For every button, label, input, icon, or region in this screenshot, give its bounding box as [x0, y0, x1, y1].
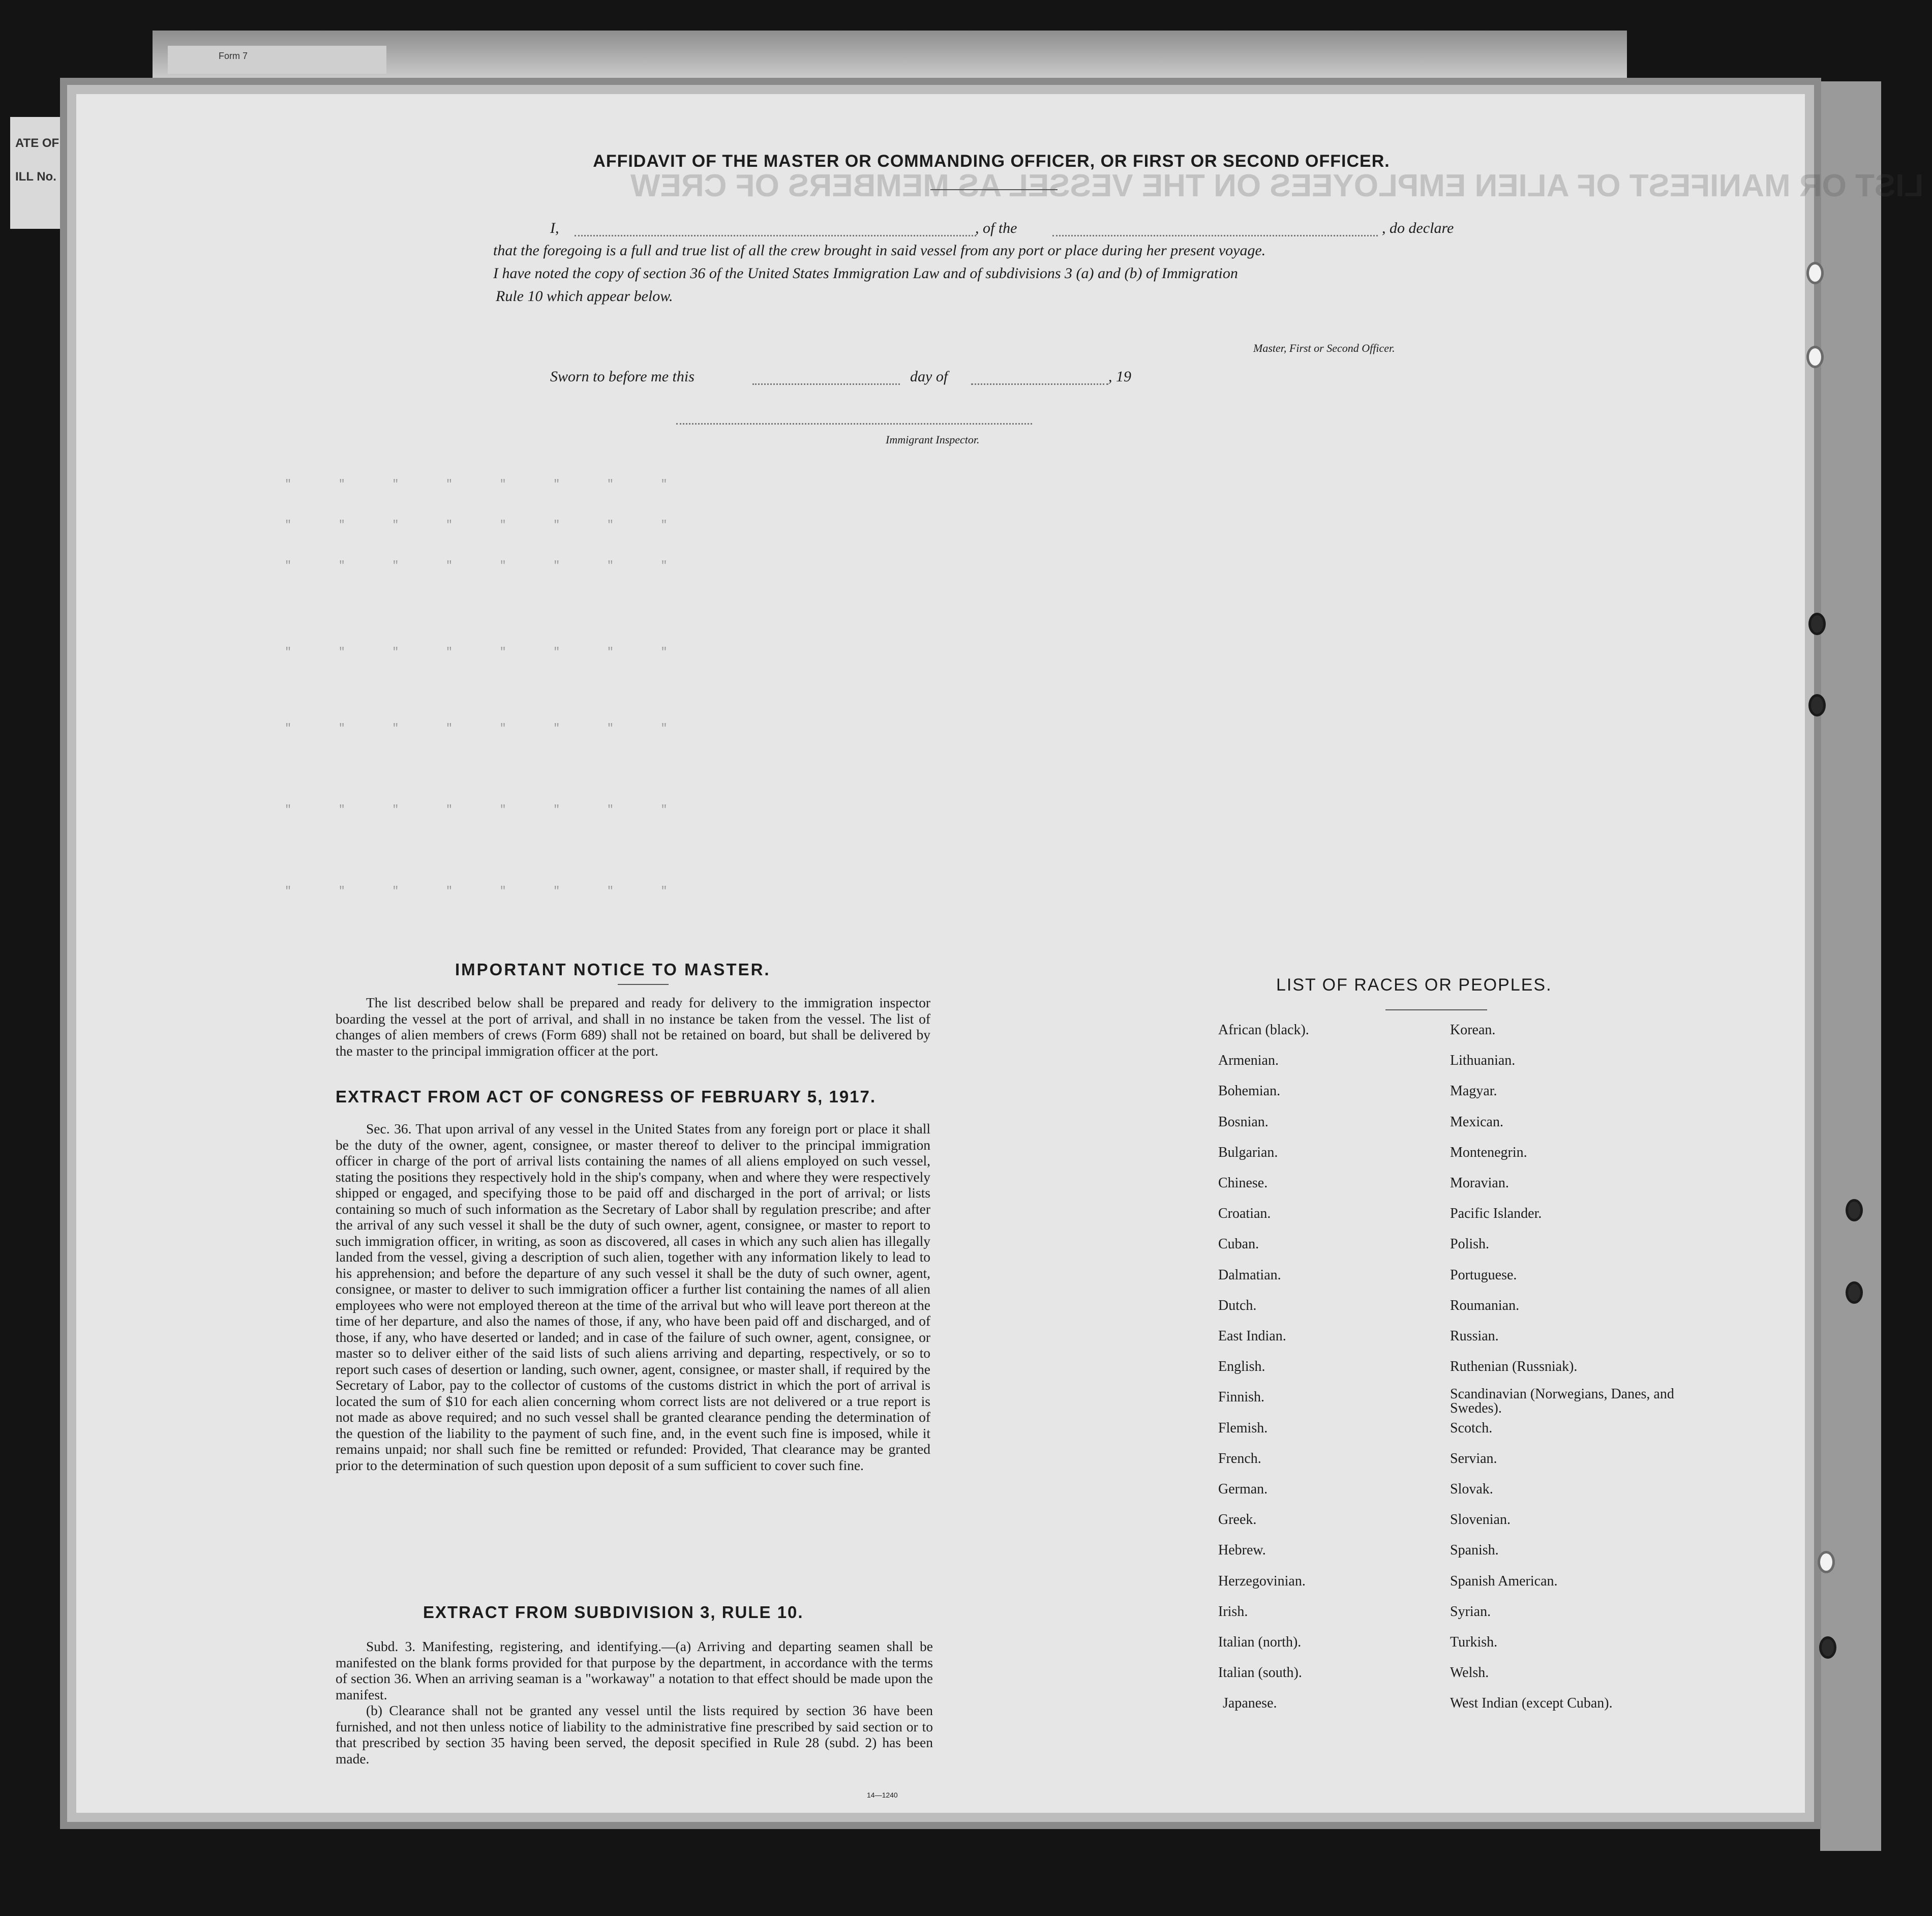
rule-paragraph-a: Subd. 3. Manifesting, registering, and identifying.—(a) Arriving and departing seamen shall be manifested on the blank forms provided for that purpose by the department, in accordance with the terms of section 36. When an arriving seaman is a "workaway" a notation to that effect should be made upon the manifest.: [336, 1638, 933, 1702]
bleed-through-column: " " " " " " " ": [285, 803, 668, 816]
race-item: English.: [1218, 1359, 1265, 1375]
race-item: Polish.: [1450, 1236, 1490, 1252]
race-item: Syrian.: [1450, 1603, 1491, 1620]
act-paragraph: Sec. 36. That upon arrival of any vessel in the United States from any foreign port or place it shall be the duty of the owner, agent, consignee, or master thereof to deliver to the principal immigration officer in charge of the port of arrival lists containing the names of all aliens employed on such vessel, stating the positions they respectively hold in the ship's company, when and where they were respectively shipped or engaged, and specifying those to be paid off and discharged in the port of arrival; or lists containing so much of such information as the Secretary of Labor shall by regulation prescribe; and after the arrival of any such vessel it shall be the duty of such owner, agent, consignee, or master to report to such immigration officer, in writing, as soon as discovered, all cases in which any such alien has illegally landed from the vessel, giving a description of such alien, together with any information likely to lead to his apprehension; and before the departure of any such vessel it shall be the duty of such owner, agent, consignee, or master to deliver to such immigration officer a further list containing the names of all alien employees who were not employed thereon at the time of the arrival but who will leave port thereon at the time of her departure, and also the names of those, if any, who have been paid off and discharged, and of those, if any, who have deserted or landed; and in case of the failure of such owner, agent, consignee, or master so to deliver either of the said lists of such aliens arriving and departing, respectively, or so to report such cases of desertion or landing, such owner, agent, consignee, or master shall, if required by the Secretary of Labor, pay to the collector of customs of the customs district in which the port of arrival is located the sum of $10 for each alien concerning whom correct lists are not delivered or a true report is not made as above required; and no such vessel shall be granted clearance pending the determination of the question of the liability to the payment of such fine, and, in the event such fine is imposed, while it remains unpaid; nor shall such fine be remitted or refunded: Provided, That clearance may be granted prior to the determination of such question upon deposit of a sum sufficient to cover such fine.: [336, 1121, 930, 1473]
side-tab-line-1: ATE OF: [15, 136, 59, 150]
binder-hole: [1818, 1551, 1835, 1573]
race-item: Herzegovinian.: [1218, 1573, 1306, 1589]
race-item: Magyar.: [1450, 1083, 1497, 1099]
race-item: Flemish.: [1218, 1420, 1268, 1436]
bleed-through-column: " " " " " " " ": [285, 885, 668, 897]
race-item: African (black).: [1218, 1022, 1309, 1038]
affidavit-title: AFFIDAVIT OF THE MASTER OR COMMANDING OFFICER, OR FIRST OR SECOND OFFICER.: [593, 152, 1390, 171]
form-tab: Form 7: [168, 46, 386, 74]
bleed-through-text: LIST OR MANIFEST OF ALIEN EMPLOYEES ON THE VESSEL AS MEMBERS OF CREW: [630, 168, 1924, 203]
race-item: Montenegrin.: [1450, 1144, 1527, 1160]
race-item: Pacific Islander.: [1450, 1206, 1542, 1222]
race-item: Chinese.: [1218, 1175, 1268, 1191]
affidavit-declare: , do declare: [1382, 220, 1454, 236]
race-item: Turkish.: [1450, 1634, 1498, 1650]
race-item: Croatian.: [1218, 1206, 1271, 1222]
binder-hole: [1806, 262, 1824, 284]
race-item: Servian.: [1450, 1450, 1497, 1466]
race-item: West Indian (except Cuban).: [1450, 1695, 1613, 1712]
binder-hole: [1846, 1281, 1863, 1304]
race-item: Armenian.: [1218, 1053, 1279, 1069]
race-item: Spanish.: [1450, 1542, 1499, 1559]
master-signature-label: Master, First or Second Officer.: [1253, 342, 1395, 354]
race-item: Japanese.: [1223, 1695, 1277, 1712]
race-item: Finnish.: [1218, 1389, 1265, 1405]
notice-title: IMPORTANT NOTICE TO MASTER.: [455, 960, 771, 979]
bleed-through-column: " " " " " " " ": [285, 722, 668, 735]
side-tab: [10, 117, 86, 229]
affidavit-i: I,: [550, 220, 559, 236]
inspector-signature-field[interactable]: [676, 423, 1032, 425]
binder-strip: [1820, 81, 1881, 1851]
form-code: 14—1240: [867, 1791, 898, 1799]
binder-hole: [1808, 613, 1826, 635]
title-rule: [930, 189, 1058, 190]
race-item: Spanish American.: [1450, 1573, 1558, 1589]
race-item: Bosnian.: [1218, 1114, 1269, 1130]
binder-hole: [1806, 346, 1824, 368]
race-item: Russian.: [1450, 1328, 1499, 1344]
race-item: Mexican.: [1450, 1114, 1503, 1130]
affidavit-of-the: , of the: [975, 220, 1017, 236]
document-page: [76, 94, 1805, 1813]
race-item: Bulgarian.: [1218, 1144, 1278, 1160]
rule-title: EXTRACT FROM SUBDIVISION 3, RULE 10.: [423, 1603, 804, 1622]
notice-body: [336, 995, 930, 1059]
race-item: Slovenian.: [1450, 1512, 1511, 1528]
race-item: Slovak.: [1450, 1481, 1493, 1497]
race-item: Roumanian.: [1450, 1297, 1520, 1313]
sworn-year: , 19: [1108, 368, 1131, 385]
affidavit-line-3: I have noted the copy of section 36 of the United States Immigration Law and of subdivisions 3 (a) and (b) of Immigration: [493, 265, 1238, 282]
side-tab-line-2: ILL No.: [15, 170, 56, 184]
race-item: Korean.: [1450, 1022, 1496, 1038]
race-item: Hebrew.: [1218, 1542, 1266, 1559]
race-item: Portuguese.: [1450, 1267, 1517, 1283]
race-item: Italian (south).: [1218, 1665, 1302, 1681]
races-rule: [1385, 1009, 1487, 1010]
affidavit-line-4: Rule 10 which appear below.: [496, 288, 673, 305]
inspector-label: Immigrant Inspector.: [886, 433, 980, 446]
sworn-text: Sworn to before me this: [550, 368, 695, 385]
race-item: Italian (north).: [1218, 1634, 1302, 1650]
master-name-field[interactable]: [575, 235, 976, 236]
act-body: [336, 1121, 930, 1473]
binder-hole: [1846, 1199, 1863, 1221]
bleed-through-column: " " " " " " " ": [285, 519, 668, 531]
day-of-text: day of: [910, 368, 948, 385]
race-item: Scandinavian (Norwegians, Danes, and Swedes).: [1450, 1386, 1674, 1417]
race-item: Dutch.: [1218, 1297, 1257, 1313]
vessel-name-field[interactable]: [1052, 235, 1378, 236]
race-item: French.: [1218, 1450, 1261, 1466]
race-item: German.: [1218, 1481, 1268, 1497]
notice-rule: [618, 984, 669, 985]
act-title: EXTRACT FROM ACT OF CONGRESS OF FEBRUARY 5, 1917.: [336, 1087, 877, 1106]
race-item: Ruthenian (Russniak).: [1450, 1359, 1578, 1375]
rule-body: [336, 1638, 933, 1767]
notice-paragraph: The list described below shall be prepared and ready for delivery to the immigration inspector boarding the vessel at the port of arrival, and shall in no instance be taken from the vessel. The list of changes of alien members of crews (Form 689) shall not be retained on board, but shall be delivered by the master to the principal immigration officer at the port.: [336, 995, 930, 1059]
race-item: Moravian.: [1450, 1175, 1509, 1191]
race-item: Lithuanian.: [1450, 1053, 1516, 1069]
race-item: Scotch.: [1450, 1420, 1493, 1436]
race-item: Dalmatian.: [1218, 1267, 1281, 1283]
race-item: Bohemian.: [1218, 1083, 1281, 1099]
affidavit-line-2: that the foregoing is a full and true list of all the crew brought in said vessel from any port or place during her present voyage.: [493, 242, 1266, 259]
race-item: Greek.: [1218, 1512, 1257, 1528]
race-item: East Indian.: [1218, 1328, 1286, 1344]
binder-hole: [1819, 1636, 1836, 1659]
race-item: Welsh.: [1450, 1665, 1489, 1681]
bleed-through-column: " " " " " " " ": [285, 478, 668, 491]
races-title: LIST OF RACES OR PEOPLES.: [1276, 975, 1552, 995]
race-item: Cuban.: [1218, 1236, 1259, 1252]
bleed-through-column: " " " " " " " ": [285, 559, 668, 572]
rule-paragraph-b: (b) Clearance shall not be granted any vessel until the lists required by section 36 have been furnished, and not then unless notice of liability to the administrative fine prescribed by said section or to that prescribed by section 35 having been served, the deposit specified in Rule 28 (subd. 2) has been made.: [336, 1702, 933, 1767]
bleed-through-column: " " " " " " " ": [285, 646, 668, 658]
binder-hole: [1808, 694, 1826, 716]
race-item: Irish.: [1218, 1603, 1248, 1620]
sworn-month-field[interactable]: [971, 383, 1108, 385]
sworn-day-field[interactable]: [752, 383, 900, 385]
